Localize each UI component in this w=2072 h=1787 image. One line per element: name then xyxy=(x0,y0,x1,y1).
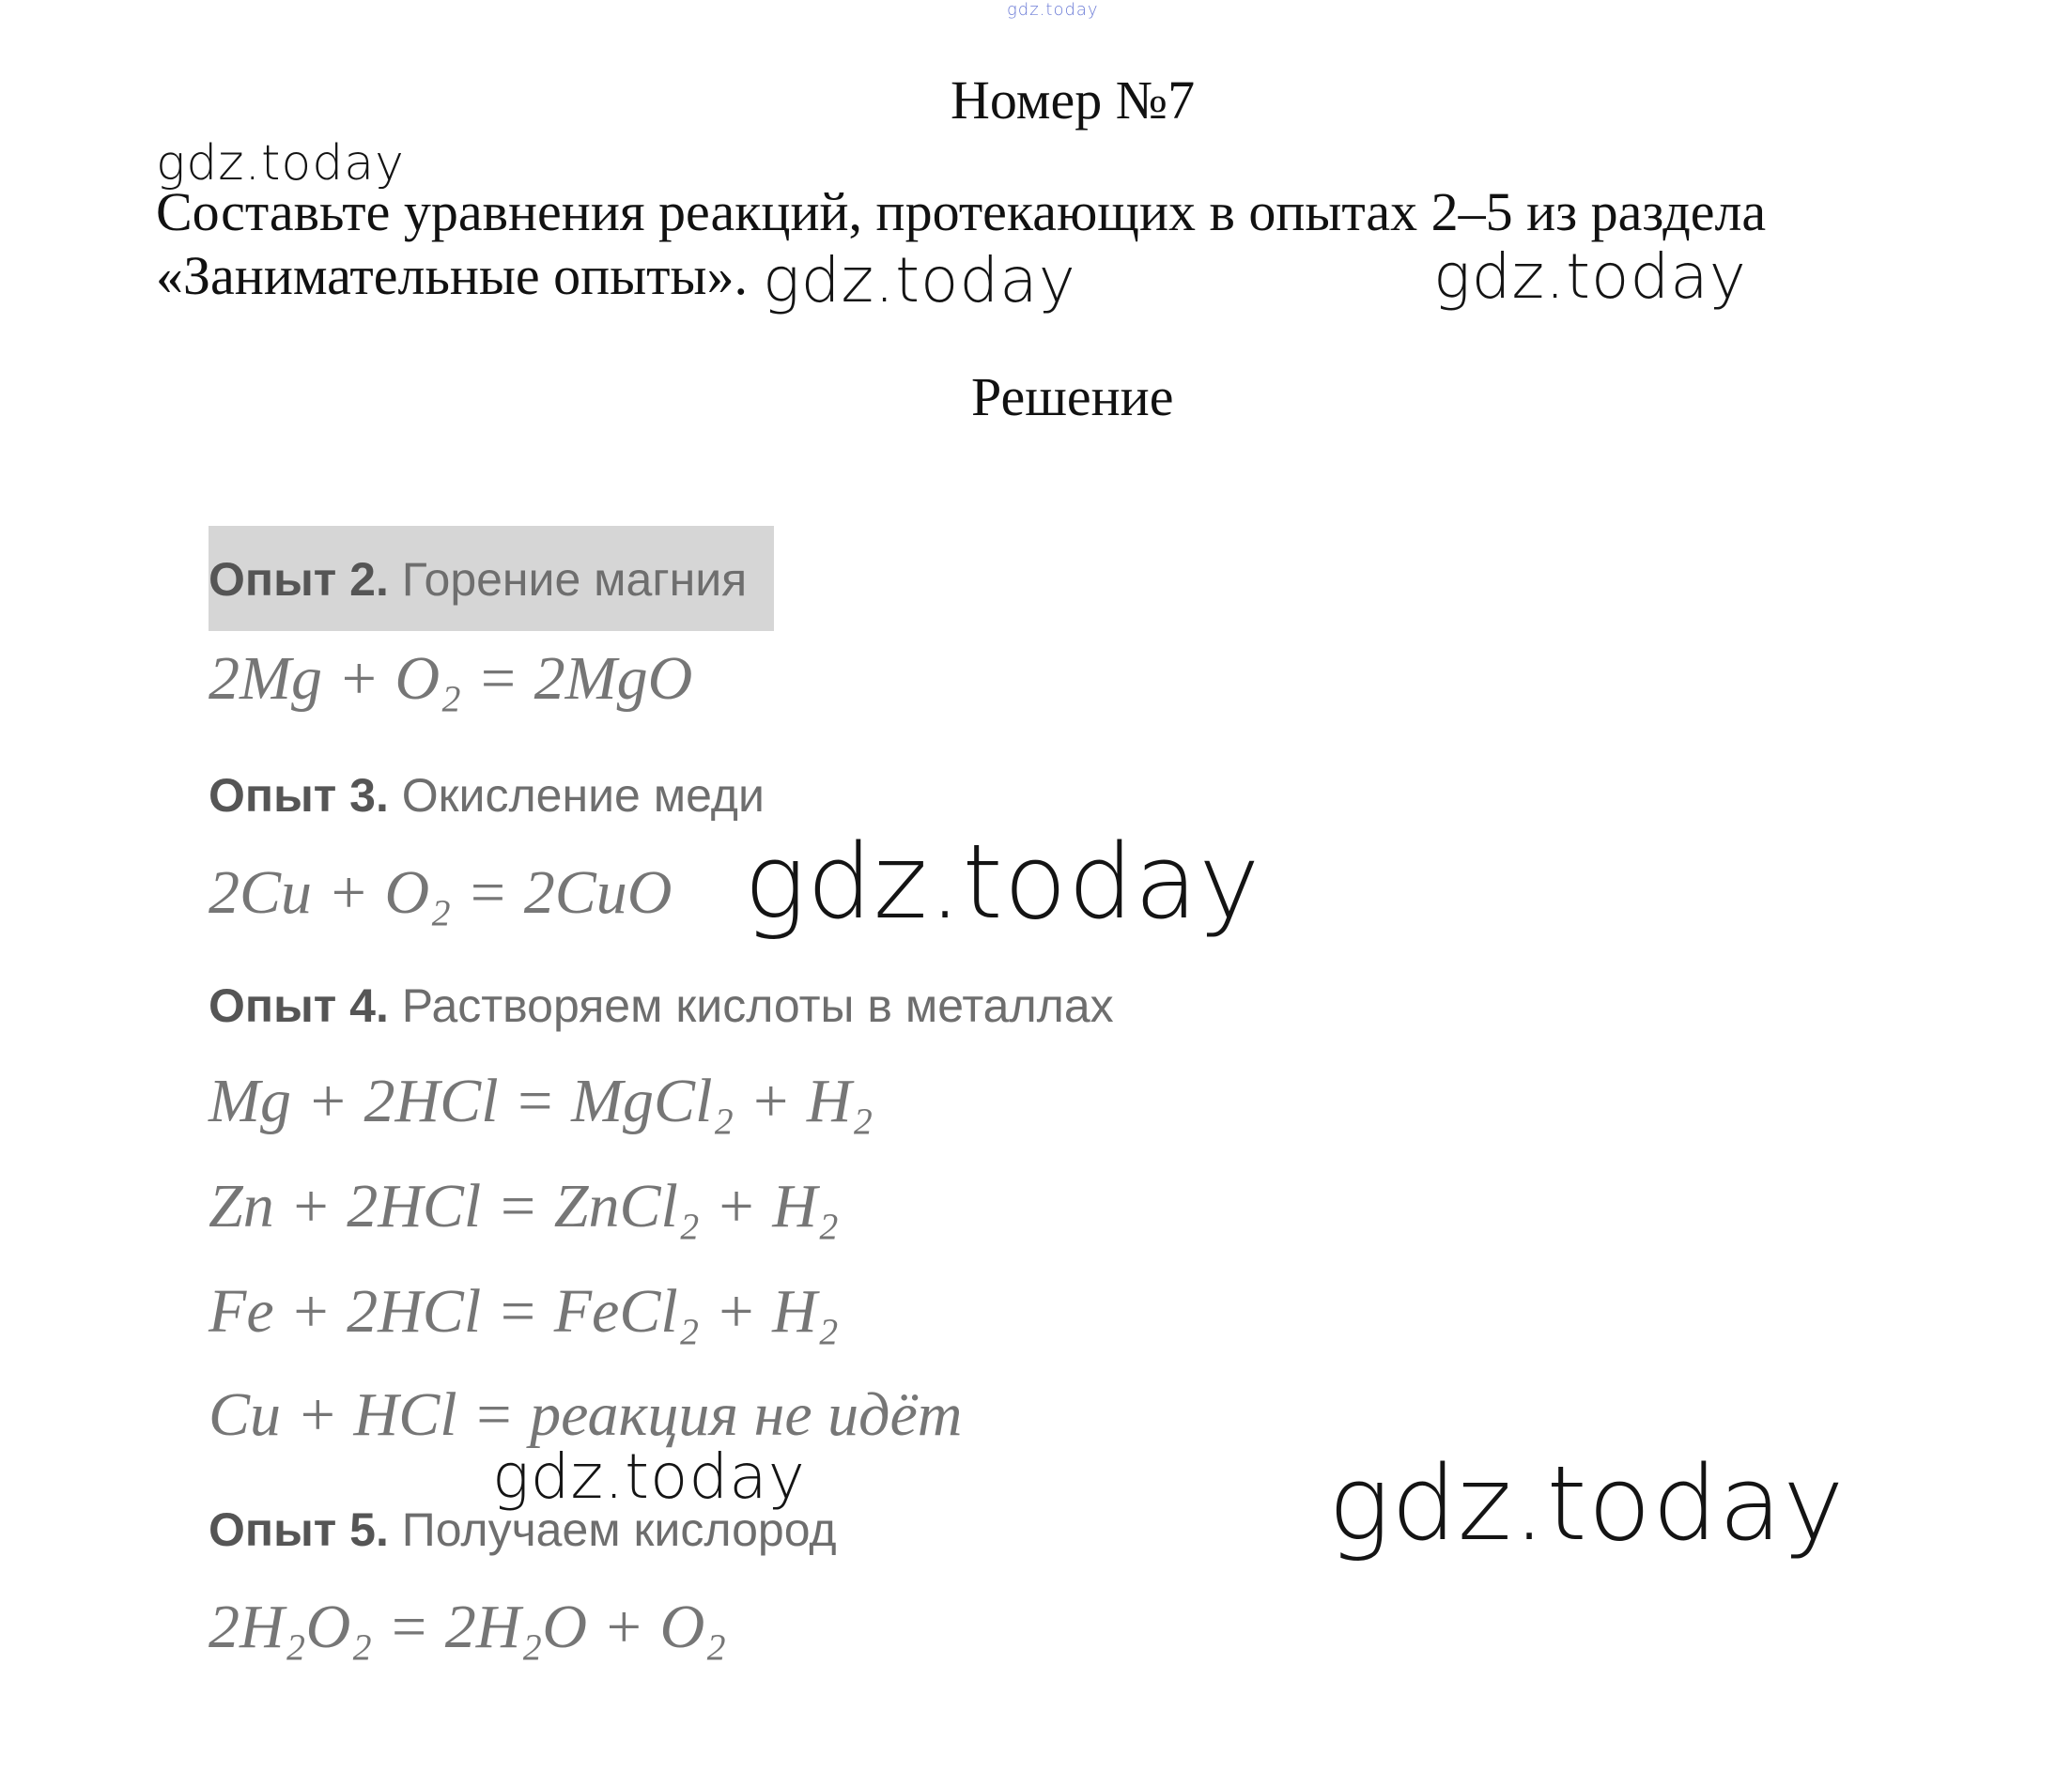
experiment-5-title: Получаем кислород xyxy=(401,1503,837,1556)
experiment-3-heading xyxy=(209,769,765,822)
equation-exp5: 2H₂O₂ = 2H₂O + O₂ xyxy=(209,1593,727,1661)
equation-exp3: 2Cu + O₂ = 2CuO xyxy=(209,858,673,927)
experiment-5-label: Опыт 5. xyxy=(209,1503,389,1556)
solution-heading: Решение xyxy=(971,366,1174,427)
watermark-6: gdz.today xyxy=(1328,1443,1846,1564)
experiment-4-title: Растворяем кислоты в металлах xyxy=(401,979,1114,1032)
equation-exp4-2: Zn + 2HCl = ZnCl₂ + H₂ xyxy=(209,1172,839,1240)
equation-exp2: 2Mg + O₂ = 2MgO xyxy=(209,644,693,713)
experiment-2-heading xyxy=(209,553,748,606)
task-text-line1: Составьте уравнения реакций, протекающих в опытах 2–5 из раздела xyxy=(156,181,1767,242)
equation-exp4-1: Mg + 2HCl = MgCl₂ + H₂ xyxy=(209,1067,874,1135)
experiment-3-label: Опыт 3. xyxy=(209,769,389,822)
experiment-3-title: Окисление меди xyxy=(401,769,765,822)
watermark-4: gdz.today xyxy=(744,822,1261,942)
watermark-2: gdz.today xyxy=(763,244,1076,316)
experiment-2-title: Горение магния xyxy=(401,553,748,606)
watermark-3: gdz.today xyxy=(1433,240,1747,313)
equation-exp4-3: Fe + 2HCl = FeCl₂ + H₂ xyxy=(209,1277,839,1346)
equation-exp4-4: Cu + HCl = реакция не идёт xyxy=(209,1380,963,1449)
watermark-1: gdz.today xyxy=(156,135,405,192)
experiment-4-label: Опыт 4. xyxy=(209,979,389,1032)
experiment-5-heading xyxy=(209,1503,837,1556)
page-title: Номер №7 xyxy=(951,69,1196,131)
watermark-top: gdz.today xyxy=(1007,0,1099,20)
experiment-4-heading xyxy=(209,979,1114,1032)
experiment-2-label: Опыт 2. xyxy=(209,553,389,606)
task-text-line2: «Занимательные опыты». xyxy=(156,245,748,306)
watermark-5: gdz.today xyxy=(492,1440,806,1513)
